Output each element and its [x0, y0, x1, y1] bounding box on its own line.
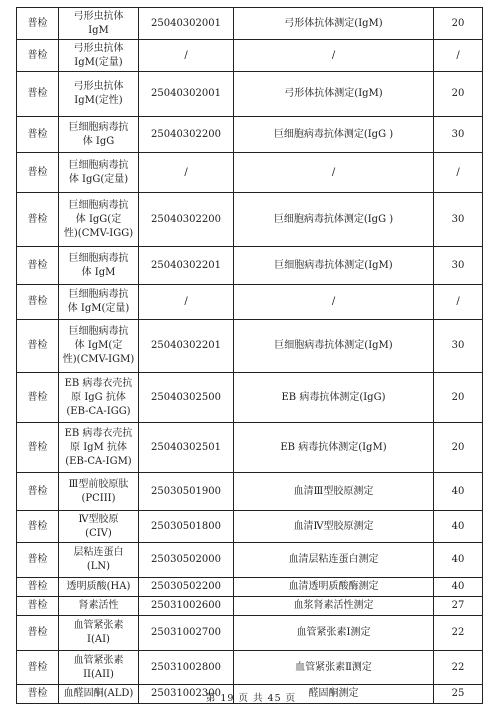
item-code-cell: 25030501800 — [139, 511, 234, 543]
price-cell: 22 — [434, 616, 483, 651]
item-code-cell: 25031002300 — [139, 685, 234, 704]
table-row — [17, 8, 483, 40]
category-cell: 普检 — [17, 423, 59, 473]
price-cell: 40 — [434, 511, 483, 543]
item-name-cell: 弓形虫抗体 IgM(定性) — [59, 72, 139, 117]
price-cell: 40 — [434, 473, 483, 511]
item-name-cell: 血醛固酮(ALD) — [59, 685, 139, 704]
service-name-cell: / — [234, 40, 434, 72]
table-row — [17, 117, 483, 153]
price-cell: 30 — [434, 193, 483, 247]
table-row — [17, 373, 483, 423]
service-name-cell: 巨细胞病毒抗体测定(IgG ) — [234, 193, 434, 247]
category-cell: 普检 — [17, 616, 59, 651]
category-cell: 普检 — [17, 285, 59, 320]
service-name-cell: / — [234, 153, 434, 193]
table-row — [17, 193, 483, 247]
table-row — [17, 511, 483, 543]
item-code-cell: / — [139, 153, 234, 193]
item-code-cell: / — [139, 285, 234, 320]
price-cell: 25 — [434, 685, 483, 704]
table-row — [17, 543, 483, 578]
service-name-cell: 弓形体抗体测定(IgM) — [234, 8, 434, 40]
price-cell: / — [434, 153, 483, 193]
category-cell: 普检 — [17, 473, 59, 511]
price-cell: 30 — [434, 117, 483, 153]
item-name-cell: EB 病毒衣壳抗 原 IgG 抗体 (EB-CA-IGG) — [59, 373, 139, 423]
item-name-cell: 层粘连蛋白 (LN) — [59, 543, 139, 578]
price-cell: 40 — [434, 578, 483, 597]
table-row — [17, 578, 483, 597]
category-cell: 普检 — [17, 72, 59, 117]
price-cell: 40 — [434, 543, 483, 578]
price-cell: / — [434, 285, 483, 320]
item-name-cell: Ⅲ型前胶原肽 (PCIII) — [59, 473, 139, 511]
item-code-cell: 25030502200 — [139, 578, 234, 597]
item-name-cell: 巨细胞病毒抗 体 IgG(定量) — [59, 153, 139, 193]
fee-table-body — [17, 8, 483, 704]
category-cell: 普检 — [17, 40, 59, 72]
category-cell: 普检 — [17, 597, 59, 616]
table-row — [17, 285, 483, 320]
table-row — [17, 616, 483, 651]
category-cell: 普检 — [17, 247, 59, 285]
table-row — [17, 72, 483, 117]
item-code-cell: 25040302001 — [139, 8, 234, 40]
item-name-cell: EB 病毒衣壳抗 原 IgM 抗体 (EB-CA-IGM) — [59, 423, 139, 473]
service-name-cell: 血管紧张素Ⅱ测定 — [234, 651, 434, 685]
item-name-cell: 血管紧张素 I(AI) — [59, 616, 139, 651]
category-cell: 普检 — [17, 685, 59, 704]
item-code-cell: 25031002800 — [139, 651, 234, 685]
fee-table — [16, 7, 483, 704]
service-name-cell: 血清透明质酸酶测定 — [234, 578, 434, 597]
price-cell: / — [434, 40, 483, 72]
table-row — [17, 473, 483, 511]
category-cell: 普检 — [17, 117, 59, 153]
service-name-cell: 巨细胞病毒抗体测定(IgM) — [234, 247, 434, 285]
item-code-cell: 25031002700 — [139, 616, 234, 651]
service-name-cell: 醛固酮测定 — [234, 685, 434, 704]
item-name-cell: 巨细胞病毒抗 体 IgM(定量) — [59, 285, 139, 320]
table-row — [17, 40, 483, 72]
item-code-cell: / — [139, 40, 234, 72]
item-code-cell: 25040302001 — [139, 72, 234, 117]
price-cell: 20 — [434, 72, 483, 117]
service-name-cell: 血清层粘连蛋白测定 — [234, 543, 434, 578]
price-cell: 30 — [434, 320, 483, 373]
service-name-cell: 弓形体抗体测定(IgM) — [234, 72, 434, 117]
price-cell: 20 — [434, 8, 483, 40]
item-name-cell: 巨细胞病毒抗 体 IgM(定 性)(CMV-IGM) — [59, 320, 139, 373]
service-name-cell: EB 病毒抗体测定(IgG) — [234, 373, 434, 423]
service-name-cell: 血浆肾素活性测定 — [234, 597, 434, 616]
table-row — [17, 320, 483, 373]
service-name-cell: 巨细胞病毒抗体测定(IgM) — [234, 320, 434, 373]
category-cell: 普检 — [17, 153, 59, 193]
item-name-cell: 巨细胞病毒抗 体 IgG(定 性)(CMV-IGG) — [59, 193, 139, 247]
item-code-cell: 25030501900 — [139, 473, 234, 511]
service-name-cell: / — [234, 285, 434, 320]
category-cell: 普检 — [17, 193, 59, 247]
item-code-cell: 25040302200 — [139, 117, 234, 153]
item-code-cell: 25040302500 — [139, 373, 234, 423]
item-name-cell: 弓形虫抗体 IgM — [59, 8, 139, 40]
item-name-cell: 肾素活性 — [59, 597, 139, 616]
item-code-cell: 25031002600 — [139, 597, 234, 616]
item-code-cell: 25040302201 — [139, 320, 234, 373]
category-cell: 普检 — [17, 578, 59, 597]
service-name-cell: 血清Ⅳ型胶原测定 — [234, 511, 434, 543]
item-code-cell: 25040302200 — [139, 193, 234, 247]
service-name-cell: 巨细胞病毒抗体测定(IgG ) — [234, 117, 434, 153]
page-footer: 第 19 页 共 45 页 — [205, 693, 297, 704]
service-name-cell: EB 病毒抗体测定(IgM) — [234, 423, 434, 473]
table-row — [17, 423, 483, 473]
price-cell: 22 — [434, 651, 483, 685]
price-cell: 20 — [434, 373, 483, 423]
category-cell: 普检 — [17, 511, 59, 543]
item-code-cell: 25040302501 — [139, 423, 234, 473]
price-cell: 30 — [434, 247, 483, 285]
category-cell: 普检 — [17, 373, 59, 423]
category-cell: 普检 — [17, 8, 59, 40]
category-cell: 普检 — [17, 320, 59, 373]
item-code-cell: 25040302201 — [139, 247, 234, 285]
table-row — [17, 597, 483, 616]
item-name-cell: Ⅳ型胶原 (CIV) — [59, 511, 139, 543]
item-name-cell: 透明质酸(HA) — [59, 578, 139, 597]
category-cell: 普检 — [17, 543, 59, 578]
table-row — [17, 247, 483, 285]
table-row — [17, 651, 483, 685]
category-cell: 普检 — [17, 651, 59, 685]
service-name-cell: 血清Ⅲ型胶原测定 — [234, 473, 434, 511]
service-name-cell: 血管紧张素Ⅰ测定 — [234, 616, 434, 651]
item-name-cell: 巨细胞病毒抗 体 IgM — [59, 247, 139, 285]
item-name-cell: 血管紧张素 II(AII) — [59, 651, 139, 685]
price-cell: 27 — [434, 597, 483, 616]
price-cell: 20 — [434, 423, 483, 473]
item-code-cell: 25030502000 — [139, 543, 234, 578]
item-name-cell: 弓形虫抗体 IgM(定量) — [59, 40, 139, 72]
item-name-cell: 巨细胞病毒抗 体 IgG — [59, 117, 139, 153]
table-row — [17, 153, 483, 193]
